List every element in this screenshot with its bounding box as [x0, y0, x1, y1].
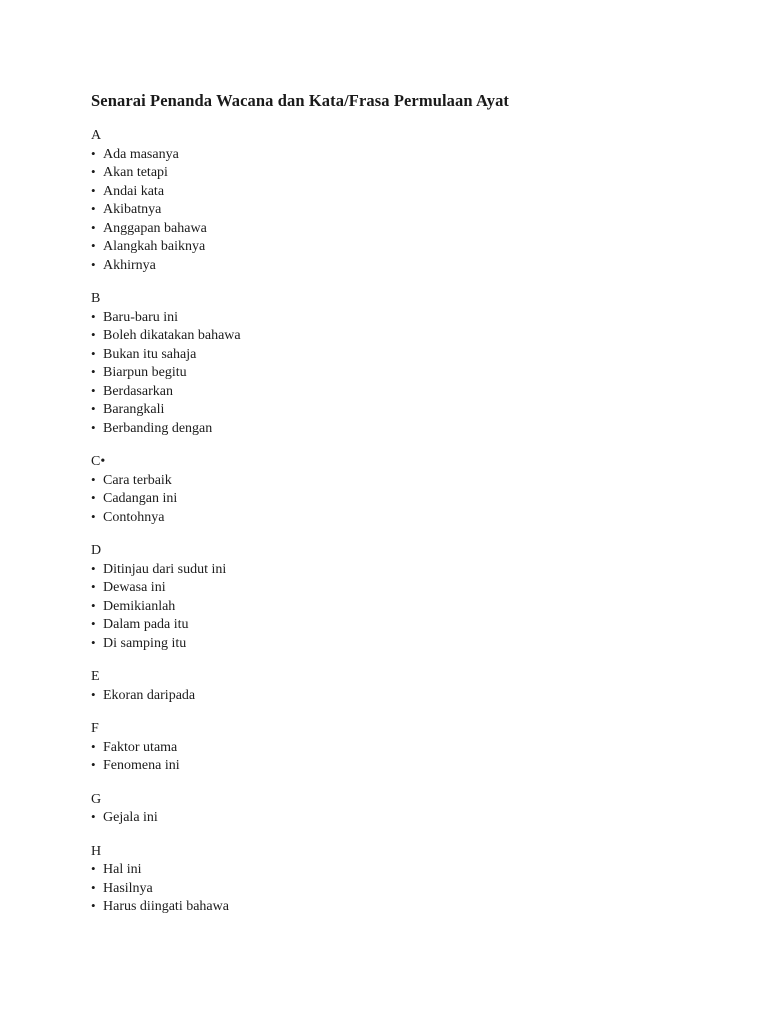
list-item — [91, 686, 708, 705]
list-item-text: Cadangan ini — [103, 491, 178, 506]
document-content — [91, 91, 708, 916]
section-letter: D — [91, 543, 102, 558]
section-letter: C• — [91, 454, 106, 469]
list-item — [91, 256, 708, 275]
list-item-text: Andai kata — [103, 183, 165, 199]
list-item-text: Gejala ini — [103, 810, 158, 825]
page-title: Senarai Penanda Wacana dan Kata/Frasa Permulaan Ayat — [91, 91, 510, 110]
list-item-text: Cara terbaik — [103, 472, 172, 488]
section-letter: F — [91, 721, 99, 736]
list-item-text: Dalam pada itu — [103, 617, 189, 632]
bullet-icon: • — [91, 879, 96, 895]
bullet-icon: • — [91, 364, 96, 379]
bullet-icon: • — [91, 616, 96, 631]
section-items — [91, 560, 708, 653]
bullet-icon: • — [91, 490, 96, 505]
bullet-icon: • — [91, 471, 96, 487]
list-item — [91, 860, 708, 879]
list-item — [91, 578, 708, 597]
list-item — [91, 163, 708, 182]
bullet-icon: • — [91, 238, 96, 253]
list-item — [91, 308, 708, 327]
list-item — [91, 560, 708, 579]
list-item — [91, 182, 708, 201]
list-item-text: Contohnya — [103, 509, 165, 525]
list-item-text: Berdasarkan — [103, 383, 173, 399]
section-items — [91, 145, 708, 275]
list-item — [91, 219, 708, 238]
list-item — [91, 738, 708, 757]
bullet-icon: • — [91, 508, 96, 524]
section-letter: A — [91, 128, 102, 143]
letter-section — [91, 720, 708, 775]
bullet-icon: • — [91, 419, 96, 435]
bullet-icon: • — [91, 898, 96, 913]
list-item-text: Dewasa ini — [103, 580, 166, 595]
list-item-text: Akibatnya — [103, 202, 162, 217]
list-item — [91, 756, 708, 775]
list-item — [91, 345, 708, 364]
bullet-icon: • — [91, 809, 96, 824]
list-item-text: Berbanding dengan — [103, 420, 213, 436]
list-item-text: Alangkah baiknya — [103, 239, 206, 254]
bullet-icon: • — [91, 597, 96, 613]
bullet-icon: • — [91, 345, 96, 361]
list-item — [91, 879, 708, 898]
bullet-icon: • — [91, 560, 96, 576]
list-item-text: Hasilnya — [103, 880, 153, 896]
section-letter: G — [91, 791, 102, 807]
list-item — [91, 808, 708, 827]
bullet-icon: • — [91, 256, 96, 272]
sections-list — [91, 127, 708, 916]
letter-section — [91, 290, 708, 437]
list-item — [91, 382, 708, 401]
section-items — [91, 471, 708, 527]
list-item-text: Biarpun begitu — [103, 365, 187, 380]
letter-section — [91, 791, 708, 827]
bullet-icon: • — [91, 145, 96, 161]
section-items — [91, 808, 708, 827]
section-items — [91, 860, 708, 916]
bullet-icon: • — [91, 686, 96, 702]
bullet-icon: • — [91, 382, 96, 398]
section-items — [91, 308, 708, 438]
list-item — [91, 419, 708, 438]
list-item-text: Akhirnya — [103, 257, 156, 273]
list-item-text: Harus diingati bahawa — [103, 899, 229, 914]
list-item-text: Ditinjau dari sudut ini — [103, 561, 227, 577]
bullet-icon: • — [91, 401, 96, 416]
section-letter: H — [91, 843, 102, 859]
list-item-text: Baru-baru ini — [103, 309, 179, 325]
list-item — [91, 237, 708, 256]
list-item — [91, 489, 708, 508]
section-letter: E — [91, 669, 100, 684]
list-item — [91, 508, 708, 527]
list-item-text: Anggapan bahawa — [103, 220, 207, 236]
section-letter: B — [91, 291, 101, 306]
bullet-icon: • — [91, 757, 96, 772]
letter-section — [91, 668, 708, 704]
bullet-icon: • — [91, 861, 96, 876]
bullet-icon: • — [91, 219, 96, 235]
bullet-icon: • — [91, 634, 96, 650]
list-item — [91, 615, 708, 634]
letter-section — [91, 843, 708, 916]
section-items — [91, 738, 708, 775]
bullet-icon: • — [91, 308, 96, 324]
bullet-icon: • — [91, 201, 96, 216]
list-item-text: Hal ini — [103, 862, 142, 877]
list-item-text: Demikianlah — [103, 598, 176, 614]
letter-section — [91, 127, 708, 274]
list-item — [91, 145, 708, 164]
list-item — [91, 363, 708, 382]
bullet-icon: • — [91, 579, 96, 594]
list-item-text: Akan tetapi — [103, 165, 168, 180]
list-item — [91, 897, 708, 916]
bullet-icon: • — [91, 182, 96, 198]
list-item-text: Boleh dikatakan bahawa — [103, 328, 241, 343]
list-item-text: Bukan itu sahaja — [103, 346, 197, 362]
list-item — [91, 326, 708, 345]
list-item — [91, 200, 708, 219]
bullet-icon: • — [91, 164, 96, 179]
bullet-icon: • — [91, 327, 96, 342]
list-item-text: Faktor utama — [103, 739, 178, 755]
list-item-text: Di samping itu — [103, 635, 187, 651]
list-item — [91, 400, 708, 419]
list-item — [91, 471, 708, 490]
list-item-text: Ekoran daripada — [103, 687, 196, 703]
list-item — [91, 634, 708, 653]
list-item-text: Fenomena ini — [103, 758, 180, 773]
list-item-text: Barangkali — [103, 402, 165, 417]
list-item-text: Ada masanya — [103, 146, 179, 162]
letter-section — [91, 453, 708, 526]
list-item — [91, 597, 708, 616]
bullet-icon: • — [91, 738, 96, 754]
section-items — [91, 686, 708, 705]
letter-section — [91, 542, 708, 652]
